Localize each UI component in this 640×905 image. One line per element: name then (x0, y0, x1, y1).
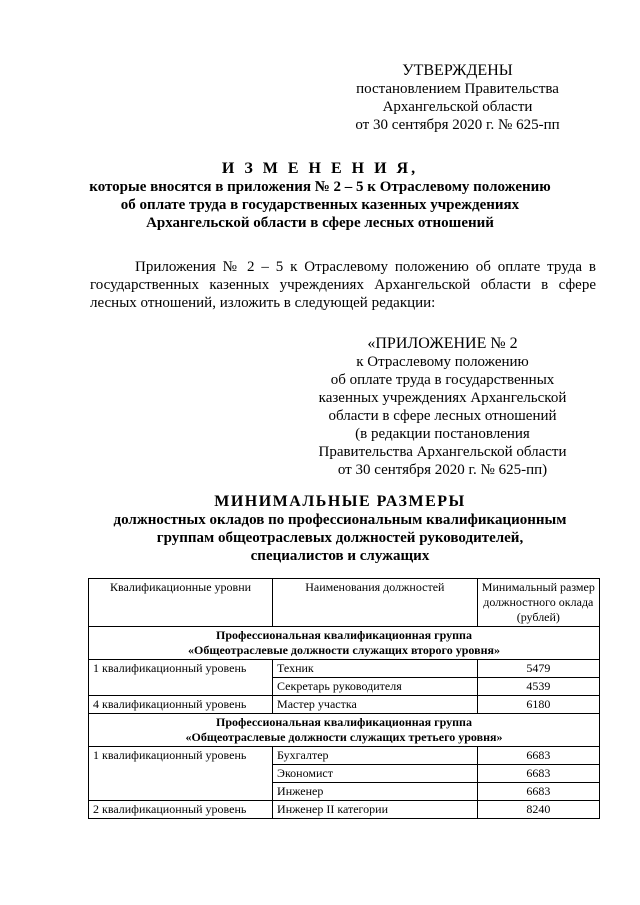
level-cell: 1 квалификационный уровень (89, 660, 273, 678)
approval-line: Архангельской области (382, 99, 533, 115)
group-row (89, 714, 600, 747)
table-row (89, 783, 600, 801)
appendix-block (300, 335, 585, 479)
salary-cell: 6180 (477, 696, 599, 714)
appendix-line: к Отраслевому положению (356, 354, 529, 370)
group-cell (89, 627, 600, 660)
changes-line: которые вносятся в приложения № 2 – 5 к Отраслевому положению (89, 179, 551, 195)
approval-block (330, 62, 585, 134)
changes-heading: И З М Е Н Е Н И Я, (221, 160, 419, 177)
approval-line: постановлением Правительства (356, 81, 559, 97)
salary-cell: 8240 (477, 801, 599, 819)
salary-cell: 4539 (477, 678, 599, 696)
salary-table (88, 578, 600, 819)
changes-line: Архангельской области в сфере лесных отношений (146, 215, 494, 231)
level-cell: 2 квалификационный уровень (89, 801, 273, 819)
salary-cell: 5479 (477, 660, 599, 678)
appendix-line: Правительства Архангельской области (318, 444, 567, 460)
appendix-line: области в сфере лесных отношений (328, 408, 557, 424)
group-subtitle: «Общеотраслевые должности служащих второго уровня» (188, 643, 500, 657)
changes-heading-block (40, 160, 600, 232)
approval-line: от 30 сентября 2020 г. № 625-пп (355, 117, 560, 133)
position-cell: Инженер II категории (273, 801, 478, 819)
table-row (89, 801, 600, 819)
group-row (89, 627, 600, 660)
table-row (89, 678, 600, 696)
appendix-line: (в редакции постановления (355, 426, 530, 442)
level-cell: 4 квалификационный уровень (89, 696, 273, 714)
table-row (89, 696, 600, 714)
group-title: Профессиональная квалификационная группа (216, 628, 472, 642)
min-sizes-heading: МИНИМАЛЬНЫЕ РАЗМЕРЫ (214, 493, 466, 510)
position-cell: Секретарь руководителя (273, 678, 478, 696)
position-cell: Техник (273, 660, 478, 678)
min-sizes-heading-block (70, 493, 610, 565)
header-level: Квалификационные уровни (89, 579, 273, 627)
salary-cell: 6683 (477, 747, 599, 765)
salary-cell: 6683 (477, 783, 599, 801)
intro-text: Приложения № 2 – 5 к Отраслевому положению об оплате труда в государственных казенных учреждениях Архангельской области в сфере лесных отношений, изложить в следующей редакции: (90, 259, 596, 311)
min-sizes-line: специалистов и служащих (250, 548, 430, 564)
group-subtitle: «Общеотраслевые должности служащих третьего уровня» (185, 730, 503, 744)
salary-cell: 6683 (477, 765, 599, 783)
table-row (89, 660, 600, 678)
position-cell: Экономист (273, 765, 478, 783)
level-cell (89, 765, 273, 783)
header-salary: Минимальный размер должностного оклада (рублей) (477, 579, 599, 627)
approval-title: УТВЕРЖДЕНЫ (402, 62, 513, 79)
position-cell: Инженер (273, 783, 478, 801)
level-cell (89, 678, 273, 696)
level-cell: 1 квалификационный уровень (89, 747, 273, 765)
group-cell (89, 714, 600, 747)
appendix-line: от 30 сентября 2020 г. № 625-пп) (337, 462, 548, 478)
position-cell: Мастер участка (273, 696, 478, 714)
min-sizes-line: группам общеотраслевых должностей руководителей, (156, 530, 524, 546)
appendix-title: «ПРИЛОЖЕНИЕ № 2 (367, 335, 518, 352)
intro-paragraph (90, 258, 596, 312)
group-title: Профессиональная квалификационная группа (216, 715, 472, 729)
level-cell (89, 783, 273, 801)
appendix-line: казенных учреждениях Архангельской (318, 390, 567, 406)
table-row (89, 765, 600, 783)
table-header-row (89, 579, 600, 627)
appendix-line: об оплате труда в государственных (330, 372, 555, 388)
changes-line: об оплате труда в государственных казенных учреждениях (120, 197, 520, 213)
table-row (89, 747, 600, 765)
header-position: Наименования должностей (273, 579, 478, 627)
position-cell: Бухгалтер (273, 747, 478, 765)
min-sizes-line: должностных окладов по профессиональным квалификационным (113, 512, 567, 528)
